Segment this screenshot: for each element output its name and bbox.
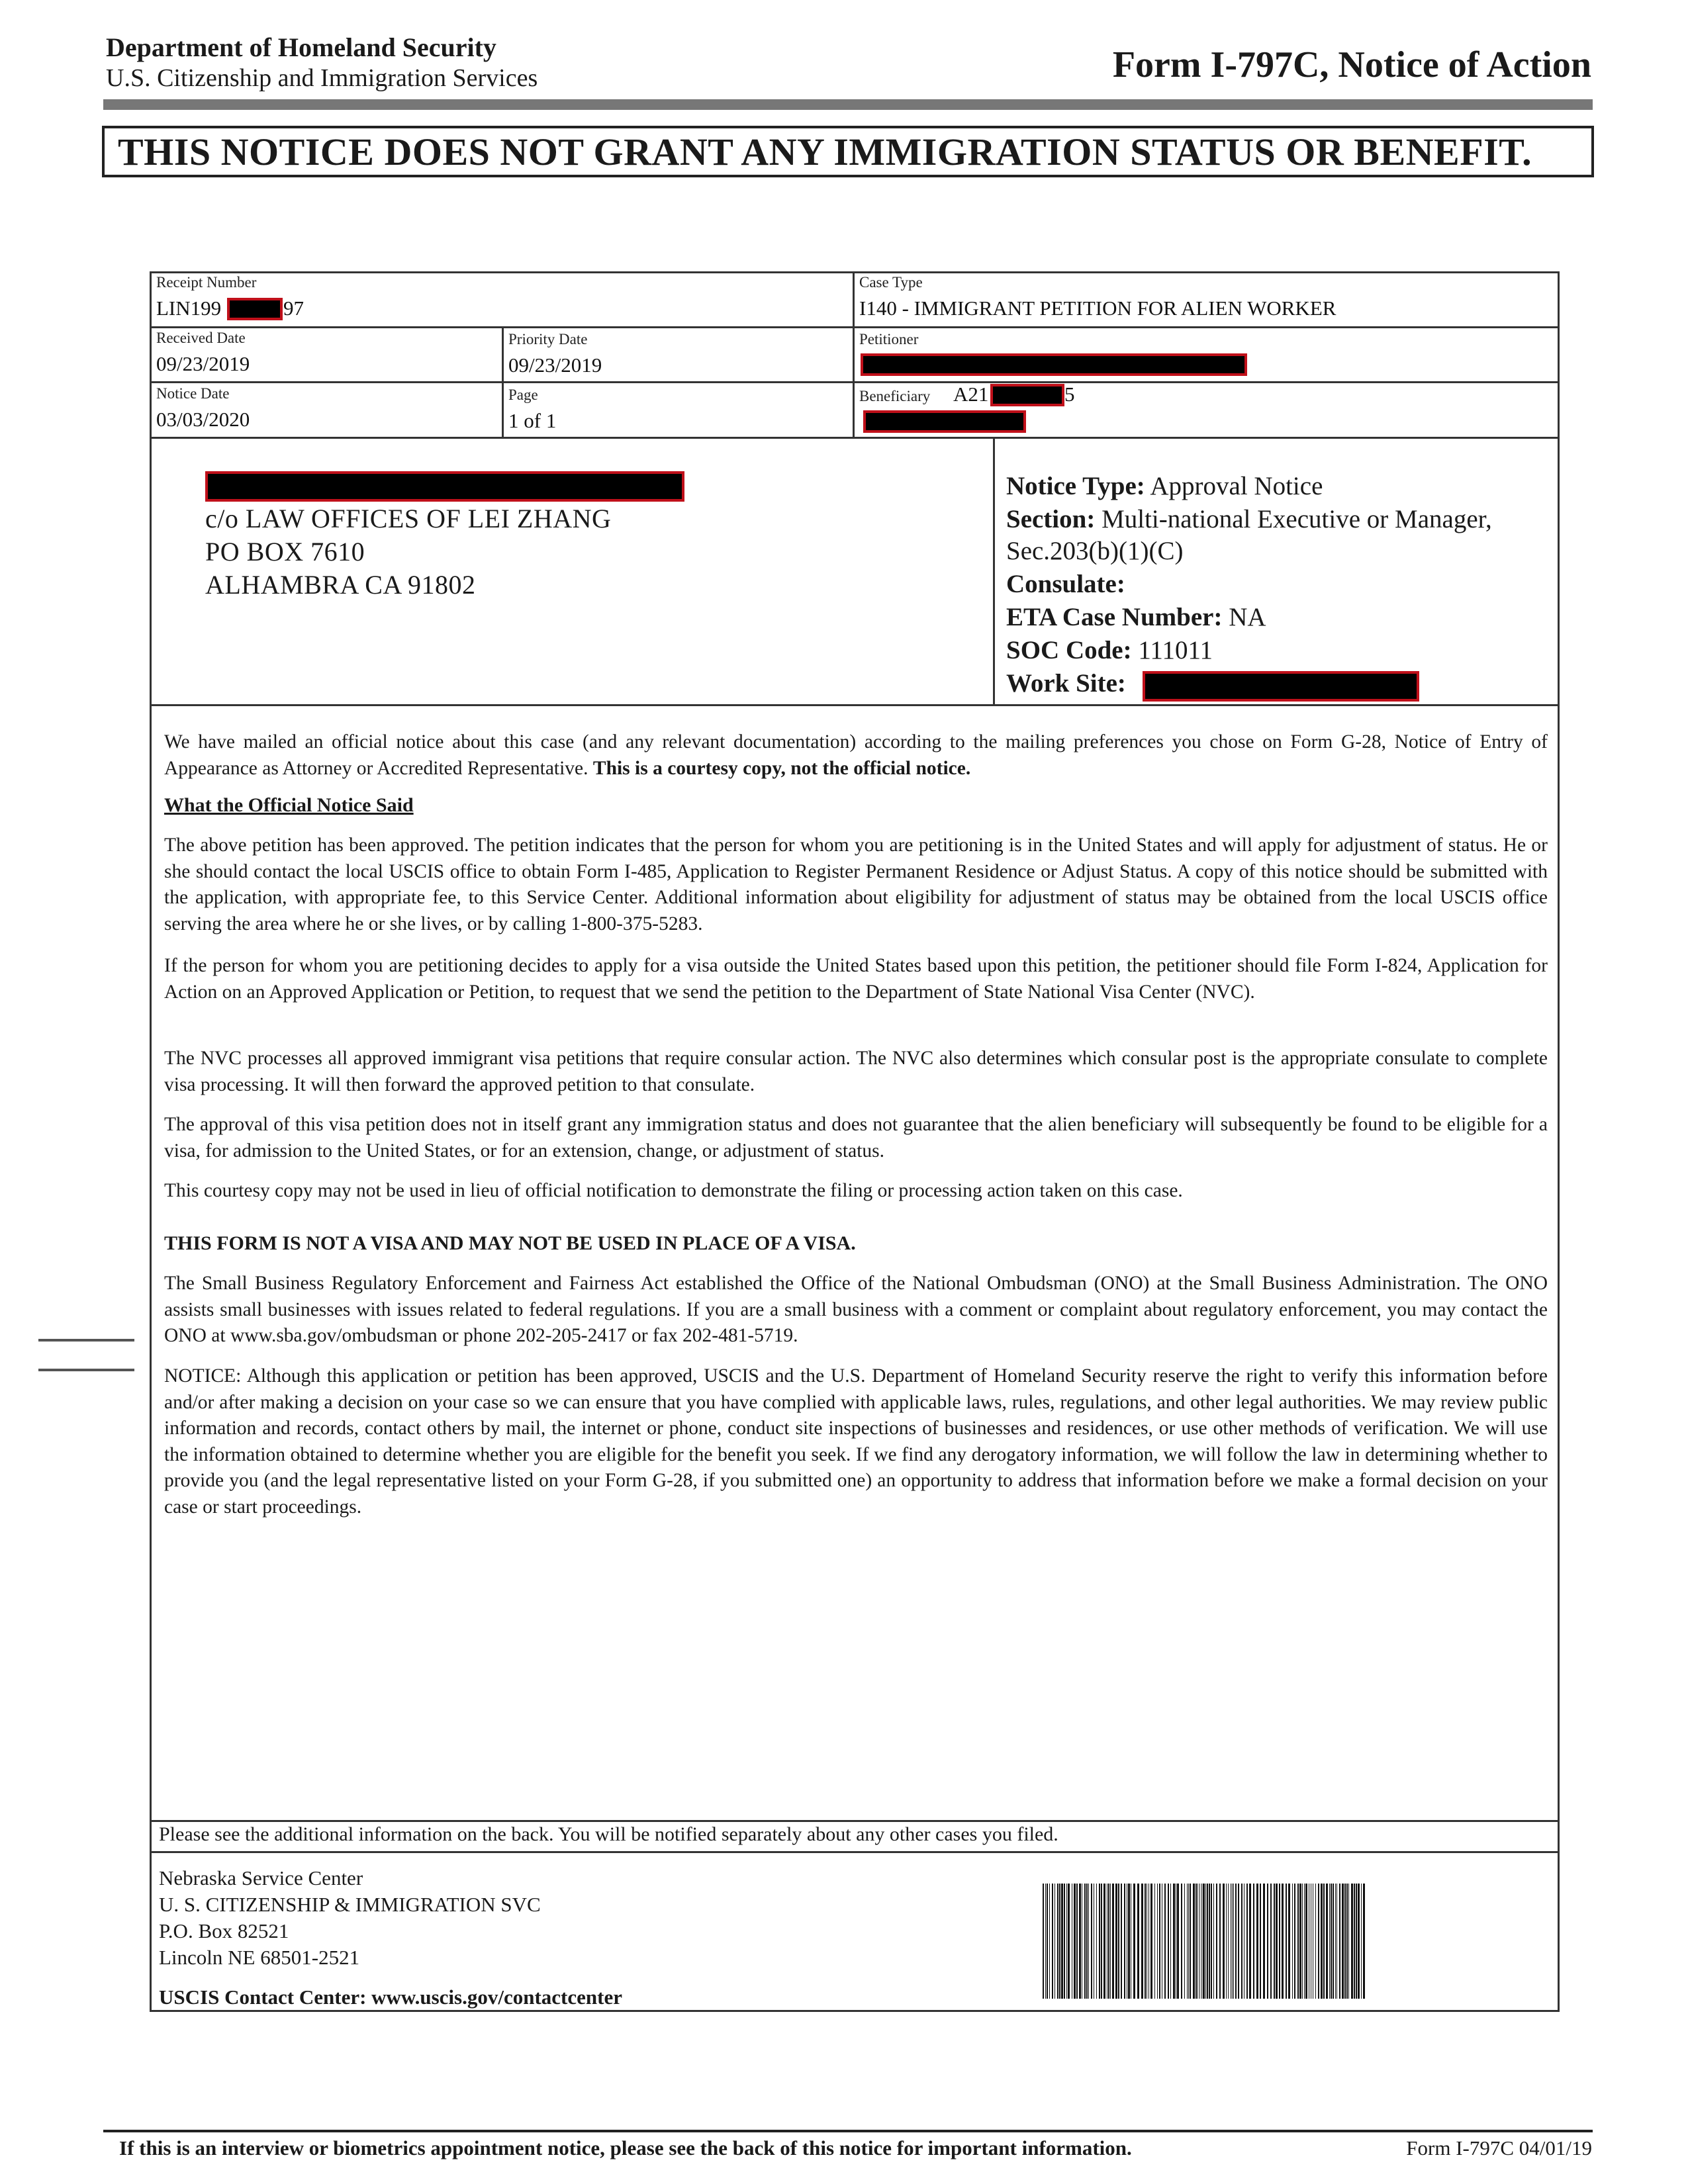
received-date-value: 09/23/2019 — [156, 352, 250, 375]
barcode-bar — [1061, 1884, 1063, 1999]
soc-value: 111011 — [1138, 636, 1213, 664]
barcode-bar — [1193, 1884, 1195, 1999]
barcode-bar — [1108, 1884, 1109, 1999]
barcode-bar — [1292, 1884, 1293, 1999]
barcode-bar — [1084, 1884, 1086, 1999]
grid-line — [150, 1851, 1560, 1853]
barcode-bar — [1213, 1884, 1214, 1999]
barcode-bar — [1274, 1884, 1275, 1999]
receipt-number-suffix: 97 — [283, 296, 304, 320]
agency-name: Department of Homeland Security — [106, 32, 496, 62]
barcode-bar — [1137, 1884, 1139, 1999]
barcode-bar — [1141, 1884, 1143, 1999]
barcode-bar — [1267, 1884, 1268, 1999]
consulate-row — [1006, 569, 1125, 599]
barcode-bar — [1335, 1884, 1336, 1999]
barcode-bar — [1233, 1884, 1234, 1999]
barcode-bar — [1068, 1884, 1070, 1999]
barcode-bar — [1249, 1884, 1251, 1999]
barcode-bar — [1241, 1884, 1243, 1999]
barcode-bar — [1197, 1884, 1198, 1999]
barcode-bar — [1101, 1884, 1102, 1999]
grid-line — [502, 326, 504, 438]
barcode-bar — [1304, 1884, 1305, 1999]
barcode-bar — [1049, 1884, 1050, 1999]
soc-label: SOC Code: — [1006, 636, 1132, 664]
barcode-bar — [1118, 1884, 1119, 1999]
barcode-bar — [1211, 1884, 1212, 1999]
eta-row — [1006, 602, 1266, 632]
barcode-bar — [1088, 1884, 1089, 1999]
barcode-bar — [1256, 1884, 1258, 1999]
barcode-bar — [1232, 1884, 1233, 1999]
biometrics-note: If this is an interview or biometrics appointment notice, please see the back of this notice for important information. — [119, 2136, 1132, 2160]
form-edition: Form I-797C 04/01/19 — [1406, 2136, 1592, 2160]
beneficiary-name-redaction — [863, 410, 1026, 433]
receipt-number-label: Receipt Number — [156, 274, 257, 291]
barcode-bar — [1124, 1884, 1125, 1999]
barcode-bar — [1047, 1884, 1048, 1999]
barcode-bar — [1302, 1884, 1303, 1999]
margin-mark — [38, 1369, 134, 1371]
page-value: 1 of 1 — [508, 409, 557, 432]
priority-date-label: Priority Date — [508, 331, 588, 347]
barcode-bar — [1181, 1884, 1182, 1999]
barcode-bar — [1238, 1884, 1239, 1999]
grid-line — [853, 271, 855, 438]
barcode-bar — [1294, 1884, 1295, 1999]
barcode-bar — [1363, 1884, 1365, 1999]
barcode-bar — [1199, 1884, 1200, 1999]
approval-paragraph: The above petition has been approved. The petition indicates that the person for whom you are petitioning is in the United States and will apply for adjustment of status. He or she should contact the local USCIS office to obtain Form I-485, Application to Register Permanent Residence or Adjust Status. A copy of this notice should be submitted with the application, with appropriate fee, to this Service Center. Additional information about eligibility for adjustment of status may be obtained from the local USCIS office serving the area where he or she lives, or by calling 1-800-375-5283. — [164, 835, 1548, 934]
barcode-bar — [1196, 1884, 1197, 1999]
barcode-bar — [1344, 1884, 1346, 1999]
barcode-bar — [1203, 1884, 1205, 1999]
address-line-2: PO BOX 7610 — [205, 537, 365, 567]
section-label: Section: — [1006, 505, 1096, 533]
barcode-bar — [1358, 1884, 1360, 1999]
nvc-paragraph: The NVC processes all approved immigrant visa petitions that require consular action. The NVC also determines which consular post is the appropriate consulate to complete visa processing. It will then forward the approved petition to that consulate. — [164, 1048, 1548, 1095]
section-row — [1006, 504, 1492, 534]
barcode-bar — [1168, 1884, 1169, 1999]
margin-mark — [38, 1339, 134, 1342]
barcode-bar — [1333, 1884, 1334, 1999]
case-type-value: I140 - IMMIGRANT PETITION FOR ALIEN WORKER — [859, 296, 1336, 320]
barcode-bar — [1305, 1884, 1307, 1999]
notice-label: NOTICE: — [164, 1365, 242, 1387]
barcode-bar — [1226, 1884, 1227, 1999]
barcode-bar — [1052, 1884, 1053, 1999]
service-center-name: Nebraska Service Center — [159, 1866, 363, 1889]
petitioner-label: Petitioner — [859, 331, 919, 347]
barcode-bar — [1260, 1884, 1261, 1999]
barcode-bar — [1339, 1884, 1340, 1999]
barcode-bar — [1145, 1884, 1146, 1999]
barcode-bar — [1276, 1884, 1278, 1999]
barcode-bar — [1184, 1884, 1185, 1999]
barcode-bar — [1057, 1884, 1058, 1999]
barcode-bar — [1342, 1884, 1344, 1999]
visa-outside-us-paragraph: If the person for whom you are petitioning decides to apply for a visa outside the United States based upon this petition, the petitioner should file Form I-824, Application for Action on an Approved Application or Petition, to request that we send the petition to the Department of State National Visa Center (NVC). — [164, 955, 1548, 1003]
petitioner-redaction — [861, 353, 1247, 376]
work-site-row — [1006, 668, 1126, 698]
barcode-bar — [1157, 1884, 1158, 1999]
barcode-bar — [1270, 1884, 1272, 1999]
barcode-bar — [1115, 1884, 1117, 1999]
notice-type-value: Approval Notice — [1150, 472, 1323, 500]
barcode-bar — [1315, 1884, 1316, 1999]
barcode-bar — [1286, 1884, 1287, 1999]
barcode-bar — [1361, 1884, 1362, 1999]
barcode-bar — [1133, 1884, 1135, 1999]
barcode-bar — [1216, 1884, 1217, 1999]
address-line-3: ALHAMBRA CA 91802 — [205, 570, 476, 600]
barcode-bar — [1188, 1884, 1189, 1999]
priority-date-value: 09/23/2019 — [508, 353, 602, 377]
intro-text: We have mailed an official notice about this case (and any relevant documentation) according to the mailing preferences you chose on Form G-28, Notice of Entry of Appearance as Attorney or Accredited Representative. — [164, 731, 1548, 779]
barcode-bar — [1336, 1884, 1337, 1999]
beneficiary-suffix: 5 — [1064, 383, 1075, 406]
grid-line — [150, 381, 1560, 383]
notice-type-row — [1006, 471, 1323, 501]
barcode-bar — [1086, 1884, 1088, 1999]
barcode-bar — [1187, 1884, 1188, 1999]
barcode-bar — [1263, 1884, 1265, 1999]
barcode-bar — [1228, 1884, 1229, 1999]
barcode-bar — [1201, 1884, 1202, 1999]
notice-date-value: 03/03/2020 — [156, 408, 250, 431]
barcode-bar — [1253, 1884, 1254, 1999]
barcode-bar — [1164, 1884, 1166, 1999]
barcode-bar — [1064, 1884, 1065, 1999]
barcode-bar — [1321, 1884, 1323, 1999]
notice-text: Although this application or petition has been approved, USCIS and the U.S. Department of Homeland Security reserve the right to verify this information before and/or after making a decision on your case so we can ensure that you have complied with applicable laws, rules, regulations, and other legal authorities. We may review public information and records, contact others by mail, the internet or phone, conduct site inspections of businesses and residences, or use other methods of verification. We will use the information obtained to determine whether you are eligible for the benefit you seek. If we find any derogatory information, we will follow the law in determining whether to provide you (and the legal representative listed on your Form G-28, if you submitted one) an opportunity to address that information before we make a formal decision on your case or start proceedings. — [164, 1365, 1548, 1518]
ombudsman-paragraph: The Small Business Regulatory Enforcement and Fairness Act established the Office of the National Ombudsman (ONO) at the Small Business Administration. The ONO assists small businesses with issues related to federal regulations. If you are a small business with a comment or complaint about regulatory enforcement, you may contact the ONO at www.sba.gov/ombudsman or phone 202-205-2417 or fax 202-481-5719. — [164, 1273, 1548, 1346]
work-site-label: Work Site: — [1006, 669, 1126, 698]
barcode-bar — [1223, 1884, 1225, 1999]
barcode-bar — [1045, 1884, 1046, 1999]
barcode-bar — [1170, 1884, 1171, 1999]
barcode-bar — [1177, 1884, 1179, 1999]
barcode-bar — [1096, 1884, 1097, 1999]
service-center-po-box: P.O. Box 82521 — [159, 1919, 289, 1942]
barcode-bar — [1150, 1884, 1152, 1999]
service-center-agency: U. S. CITIZENSHIP & IMMIGRATION SVC — [159, 1893, 541, 1916]
barcode-bar — [1159, 1884, 1160, 1999]
grid-line — [150, 1820, 1560, 1822]
form-title: Form I-797C, Notice of Action — [1112, 44, 1591, 85]
barcode-bar — [1235, 1884, 1237, 1999]
courtesy-copy-paragraph: This courtesy copy may not be used in lieu of official notification to demonstrate the filing or processing action taken on this case. — [164, 1180, 1183, 1201]
barcode-bar — [1112, 1884, 1114, 1999]
soc-row — [1006, 635, 1213, 665]
barcode-bar — [1076, 1884, 1078, 1999]
barcode-bar — [1091, 1884, 1092, 1999]
address-line-1: c/o LAW OFFICES OF LEI ZHANG — [205, 504, 612, 533]
barcode-bar — [1110, 1884, 1111, 1999]
case-type-label: Case Type — [859, 274, 923, 291]
no-status-paragraph: The approval of this visa petition does not in itself grant any immigration status and does not guarantee that the alien beneficiary will subsequently be found to be eligible for a visa, for admission to the United States, or for an extension, change, or adjustment of status. — [164, 1114, 1548, 1161]
barcode-bar — [1246, 1884, 1248, 1999]
barcode-bar — [1173, 1884, 1175, 1999]
grid-line — [150, 437, 1560, 439]
barcode-bar — [1279, 1884, 1280, 1999]
additional-info-note: Please see the additional information on the back. You will be notified separately about any other cases you filed. — [159, 1823, 1058, 1845]
eta-label: ETA Case Number: — [1006, 603, 1223, 631]
barcode-bar — [1205, 1884, 1206, 1999]
grid-line — [993, 437, 995, 705]
barcode-bar — [1074, 1884, 1076, 1999]
beneficiary-prefix: A21 — [953, 383, 989, 406]
section-subheading: What the Official Notice Said — [164, 794, 414, 816]
not-a-visa-heading: THIS FORM IS NOT A VISA AND MAY NOT BE USED IN PLACE OF A VISA. — [164, 1232, 856, 1254]
consulate-label: Consulate: — [1006, 570, 1125, 598]
barcode-bar — [1348, 1884, 1349, 1999]
beneficiary-label: Beneficiary — [859, 388, 931, 404]
barcode-bar — [1103, 1884, 1105, 1999]
barcode-bar — [1288, 1884, 1290, 1999]
page-label: Page — [508, 387, 538, 403]
notice-type-label: Notice Type: — [1006, 472, 1145, 500]
barcode-icon — [1043, 1884, 1369, 1999]
beneficiary-number-redaction — [990, 384, 1064, 406]
work-site-redaction — [1143, 671, 1419, 702]
grid-line — [150, 326, 1560, 328]
eta-value: NA — [1229, 603, 1266, 631]
intro-paragraph — [164, 729, 1548, 782]
bottom-rule — [103, 2130, 1593, 2132]
section-value-line-2: Sec.203(b)(1)(C) — [1006, 537, 1184, 565]
received-date-label: Received Date — [156, 330, 246, 346]
barcode-bar — [1043, 1884, 1044, 1999]
barcode-bar — [1318, 1884, 1319, 1999]
status-banner: THIS NOTICE DOES NOT GRANT ANY IMMIGRATION STATUS OR BENEFIT. — [102, 126, 1594, 177]
section-value-line-1: Multi-national Executive or Manager, — [1102, 505, 1492, 533]
sub-agency-name: U.S. Citizenship and Immigration Services — [106, 64, 538, 92]
barcode-bar — [1326, 1884, 1328, 1999]
barcode-bar — [1297, 1884, 1299, 1999]
notice-paragraph — [164, 1363, 1548, 1520]
barcode-bar — [1351, 1884, 1353, 1999]
barcode-bar — [1079, 1884, 1081, 1999]
barcode-bar — [1121, 1884, 1122, 1999]
barcode-bar — [1190, 1884, 1191, 1999]
barcode-bar — [1346, 1884, 1348, 1999]
barcode-bar — [1209, 1884, 1210, 1999]
barcode-bar — [1329, 1884, 1330, 1999]
barcode-bar — [1059, 1884, 1060, 1999]
barcode-bar — [1282, 1884, 1284, 1999]
barcode-bar — [1323, 1884, 1325, 1999]
notice-date-label: Notice Date — [156, 385, 230, 402]
barcode-bar — [1331, 1884, 1332, 1999]
intro-bold-text: This is a courtesy copy, not the official notice. — [592, 757, 971, 779]
service-center-city: Lincoln NE 68501-2521 — [159, 1946, 360, 1969]
barcode-bar — [1299, 1884, 1301, 1999]
barcode-bar — [1354, 1884, 1355, 1999]
barcode-bar — [1099, 1884, 1100, 1999]
contact-center: USCIS Contact Center: www.uscis.gov/contactcenter — [159, 1985, 622, 2009]
receipt-number-prefix: LIN199 — [156, 296, 222, 320]
grid-line — [150, 704, 1560, 706]
recipient-name-redaction — [205, 471, 684, 502]
barcode-bar — [1356, 1884, 1357, 1999]
barcode-bar — [1154, 1884, 1155, 1999]
receipt-number-redaction — [227, 298, 283, 320]
barcode-bar — [1066, 1884, 1067, 1999]
barcode-bar — [1128, 1884, 1130, 1999]
header-rule — [103, 99, 1593, 110]
barcode-bar — [1219, 1884, 1221, 1999]
barcode-bar — [1207, 1884, 1208, 1999]
